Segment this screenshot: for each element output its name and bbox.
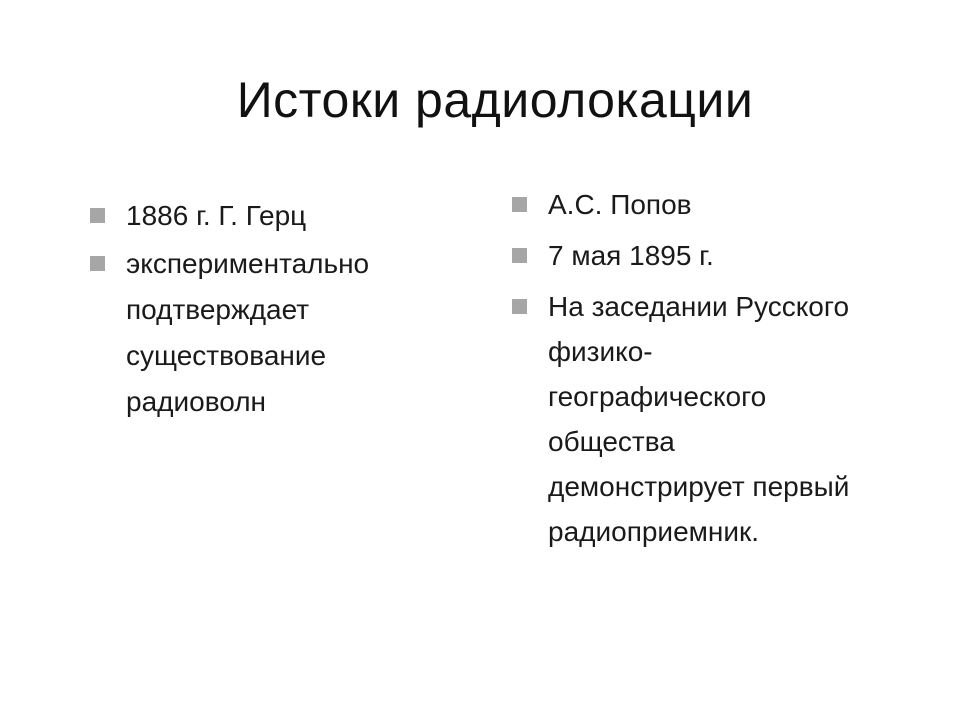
square-bullet-icon <box>90 256 105 271</box>
slide-title: Истоки радиолокации <box>236 72 754 128</box>
right-bullet-list <box>510 182 850 560</box>
left-bullet-list <box>88 193 448 427</box>
list-item <box>510 233 850 278</box>
square-bullet-icon <box>90 208 105 223</box>
list-item <box>88 241 448 425</box>
list-item <box>88 193 448 239</box>
list-item-text: экспериментально подтверждает существование радиоволн <box>126 248 370 417</box>
square-bullet-icon <box>512 299 527 314</box>
list-item-text: 1886 г. Г. Герц <box>126 200 307 231</box>
list-item <box>510 284 850 554</box>
square-bullet-icon <box>512 248 527 263</box>
list-item-text: А.С. Попов <box>548 189 692 220</box>
list-item-text: На заседании Русского физико-географического общества демонстрирует первый радиоприемник. <box>548 291 850 547</box>
square-bullet-icon <box>512 197 527 212</box>
list-item <box>510 182 850 227</box>
list-item-text: 7 мая 1895 г. <box>548 240 714 271</box>
